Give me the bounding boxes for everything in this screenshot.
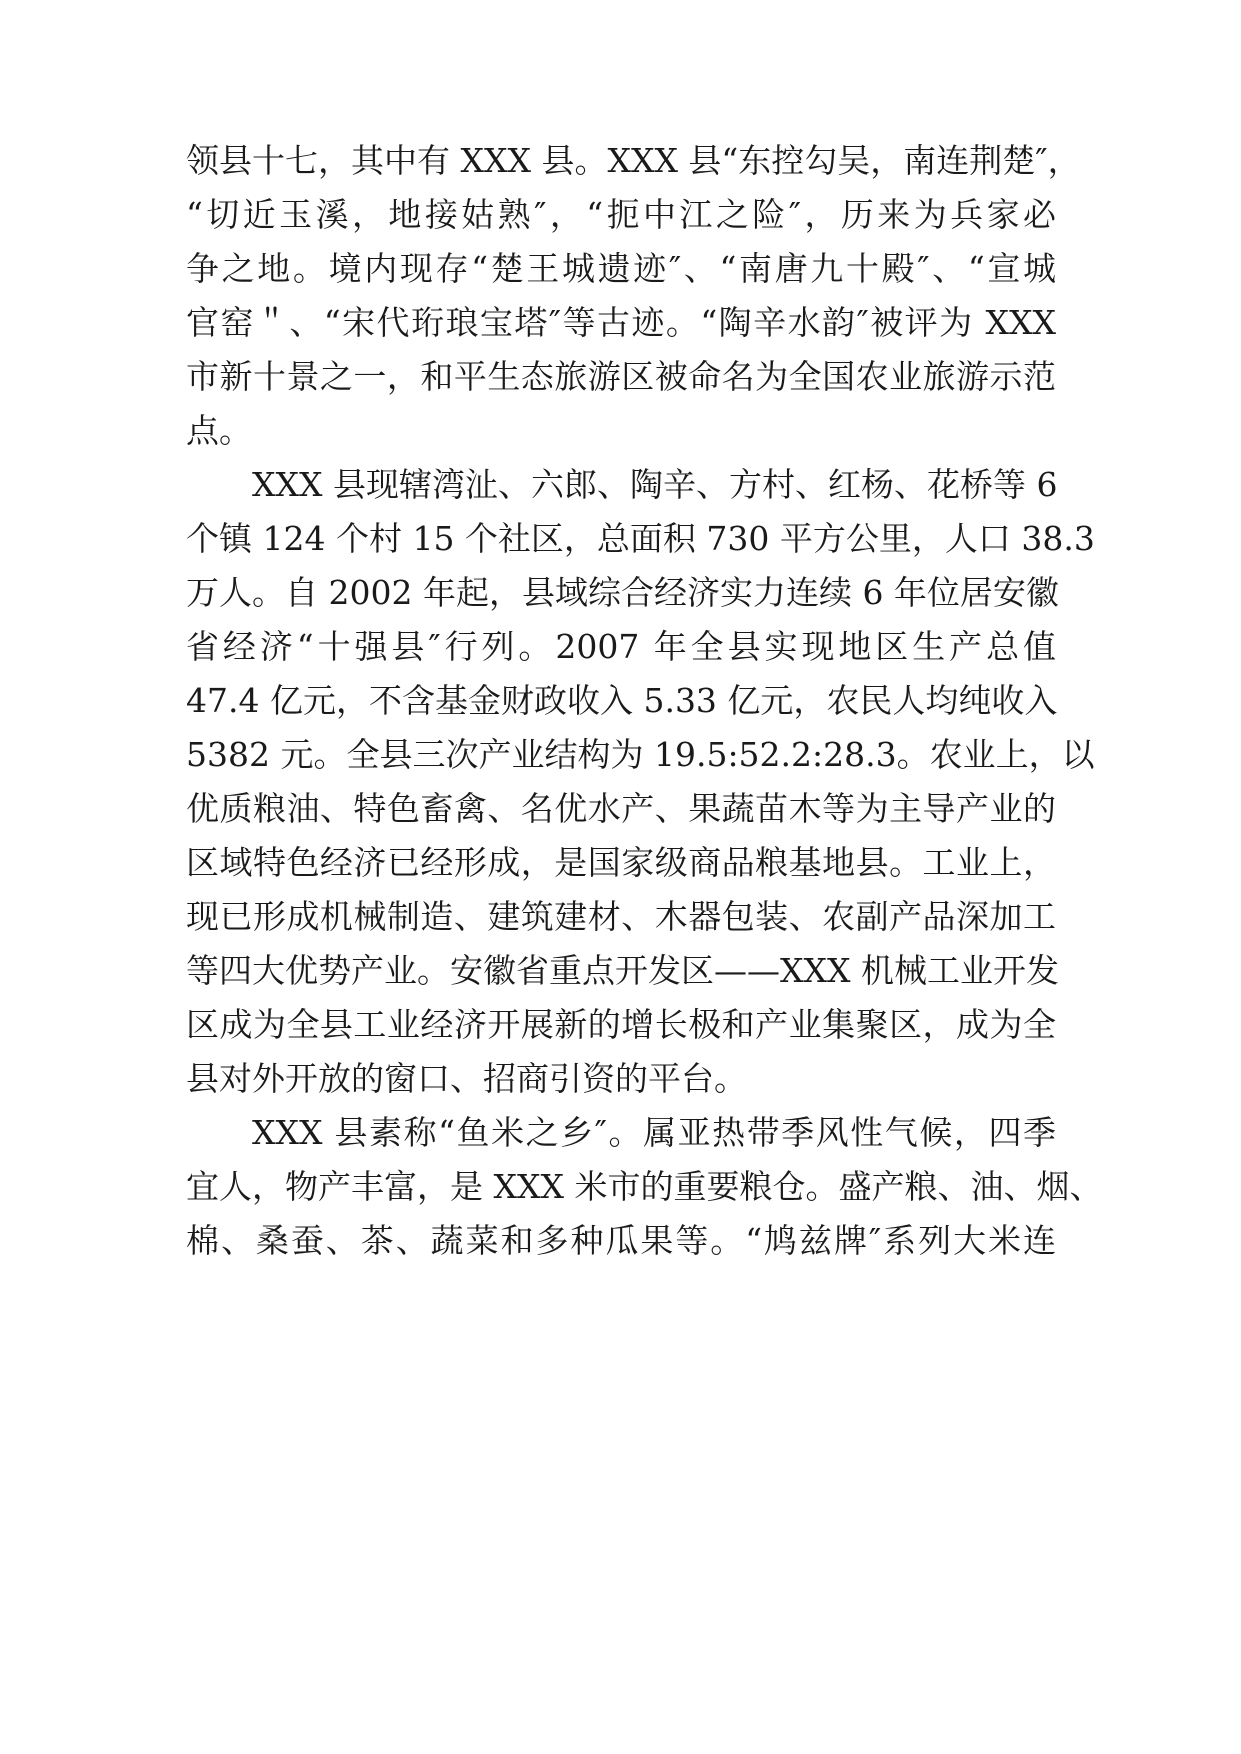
- text-line: 争之地。境内现存“楚王城遗迹″、“南唐九十殿″、“宣城: [186, 249, 1056, 288]
- text-line: 47.4 亿元，不含基金财政收入 5.33 亿元，农民人均纯收入: [186, 681, 1058, 720]
- text-line: XXX 县现辖湾沚、六郎、陶辛、方村、红杨、花桥等 6: [252, 465, 1058, 504]
- paragraph: [186, 1106, 1103, 1268]
- text-line: 区成为全县工业经济开展新的增长极和产业集聚区，成为全: [186, 1005, 1056, 1044]
- text-line: 优质粮油、特色畜禽、名优水产、果蔬苗木等为主导产业的: [186, 789, 1056, 828]
- text-line: 点。: [186, 411, 252, 450]
- text-line: XXX 县素称“鱼米之乡″。属亚热带季风性气候，四季: [252, 1113, 1056, 1152]
- text-line: 县对外开放的窗口、招商引资的平台。: [186, 1059, 747, 1098]
- paragraph: [186, 458, 1095, 1106]
- text-line: 现已形成机械制造、建筑建材、木器包装、农副产品深加工: [186, 897, 1056, 936]
- text-line: 市新十景之一，和平生态旅游区被命名为全国农业旅游示范: [186, 357, 1056, 396]
- text-line: 领县十七，其中有 XXX 县。XXX 县“东控勾吴，南连荆楚″，: [186, 141, 1081, 180]
- text-line: 万人。自 2002 年起，县域综合经济实力连续 6 年位居安徽: [186, 573, 1059, 612]
- text-line: 官窑＂、“宋代珩琅宝塔″等古迹。“陶辛水韵″被评为 XXX: [186, 303, 1056, 342]
- text-line: 棉、桑蚕、茶、蔬菜和多种瓜果等。“鸠兹牌″系列大米连: [186, 1221, 1056, 1260]
- text-line: 宜人，物产丰富，是 XXX 米市的重要粮仓。盛产粮、油、烟、: [186, 1167, 1103, 1206]
- paragraph: [186, 134, 1081, 458]
- text-line: 等四大优势产业。安徽省重点开发区——XXX 机械工业开发: [186, 951, 1059, 990]
- text-line: 省经济“十强县″行列。2007 年全县实现地区生产总值: [186, 627, 1056, 666]
- text-line: 个镇 124 个村 15 个社区，总面积 730 平方公里，人口 38.3: [186, 519, 1095, 558]
- body-text: [186, 134, 1103, 1268]
- text-line: 区域特色经济已经形成，是国家级商品粮基地县。工业上，: [186, 843, 1056, 882]
- text-line: “切近玉溪，地接姑熟″，“扼中江之险″，历来为兵家必: [186, 195, 1056, 234]
- text-line: 5382 元。全县三次产业结构为 19.5:52.2:28.3。农业上，以: [186, 735, 1095, 774]
